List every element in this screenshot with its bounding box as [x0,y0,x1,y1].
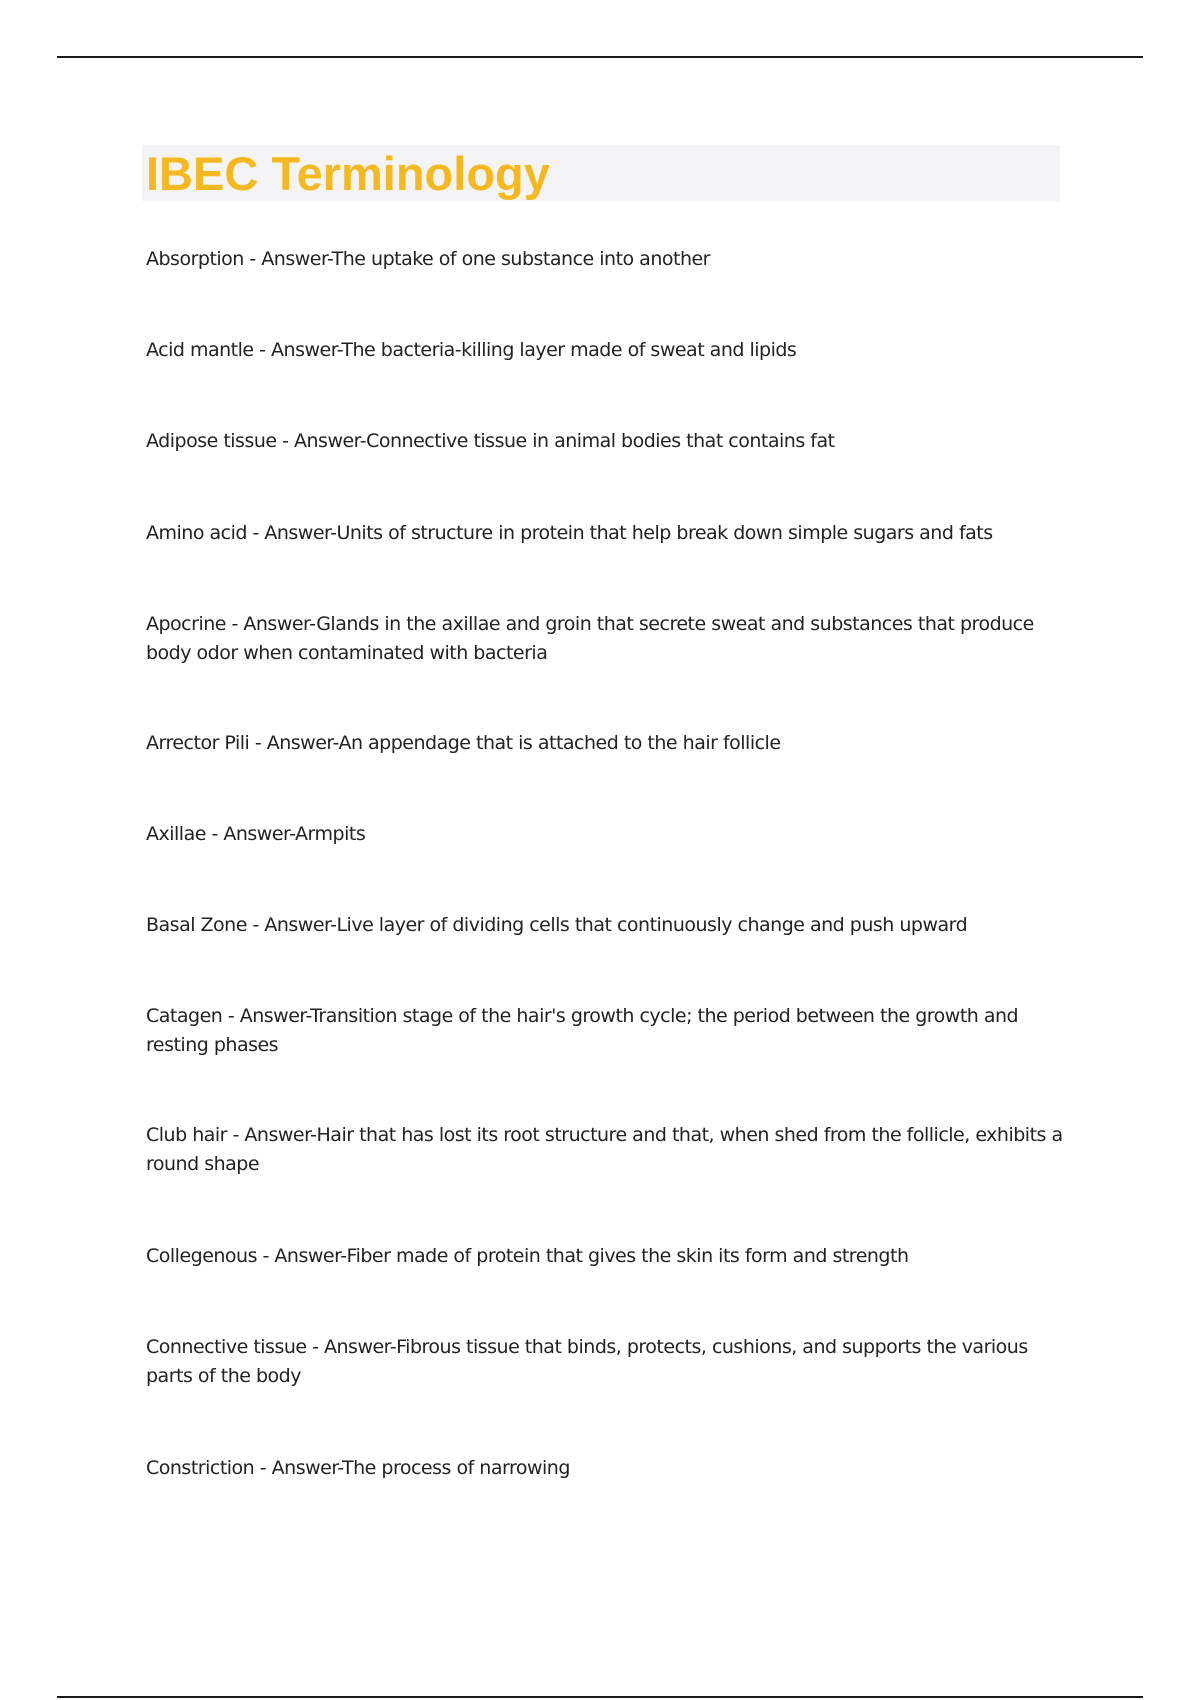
term-entry-adipose-tissue: Adipose tissue - Answer-Connective tissue in animal bodies that contains fat [146,430,835,452]
term-entry-axillae: Axillae - Answer-Armpits [146,823,366,845]
term-entry-catagen: Catagen - Answer-Transition stage of the hair's growth cycle; the period between the growth and resting phases [146,1005,1019,1056]
term-entry-amino-acid: Amino acid - Answer-Units of structure in protein that help break down simple sugars and fats [146,522,993,544]
term-entry-arrector-pili: Arrector Pili - Answer-An appendage that is attached to the hair follicle [146,732,781,754]
term-entry-collegenous: Collegenous - Answer-Fiber made of protein that gives the skin its form and strength [146,1245,909,1267]
bottom-rule [57,1696,1143,1698]
term-entry-basal-zone: Basal Zone - Answer-Live layer of dividing cells that continuously change and push upward [146,914,968,936]
document-title: IBEC Terminology [146,147,550,200]
term-entry-absorption: Absorption - Answer-The uptake of one substance into another [146,248,710,270]
term-entry-club-hair: Club hair - Answer-Hair that has lost its root structure and that, when shed from the follicle, exhibits a round shape [146,1124,1063,1175]
term-entry-apocrine: Apocrine - Answer-Glands in the axillae and groin that secrete sweat and substances that produce body odor when contaminated with bacteria [146,613,1034,664]
term-entry-connective-tissue: Connective tissue - Answer-Fibrous tissue that binds, protects, cushions, and supports the various parts of the body [146,1336,1028,1387]
term-entry-acid-mantle: Acid mantle - Answer-The bacteria-killing layer made of sweat and lipids [146,339,797,361]
term-entry-constriction: Constriction - Answer-The process of narrowing [146,1457,570,1479]
top-rule [57,56,1143,58]
